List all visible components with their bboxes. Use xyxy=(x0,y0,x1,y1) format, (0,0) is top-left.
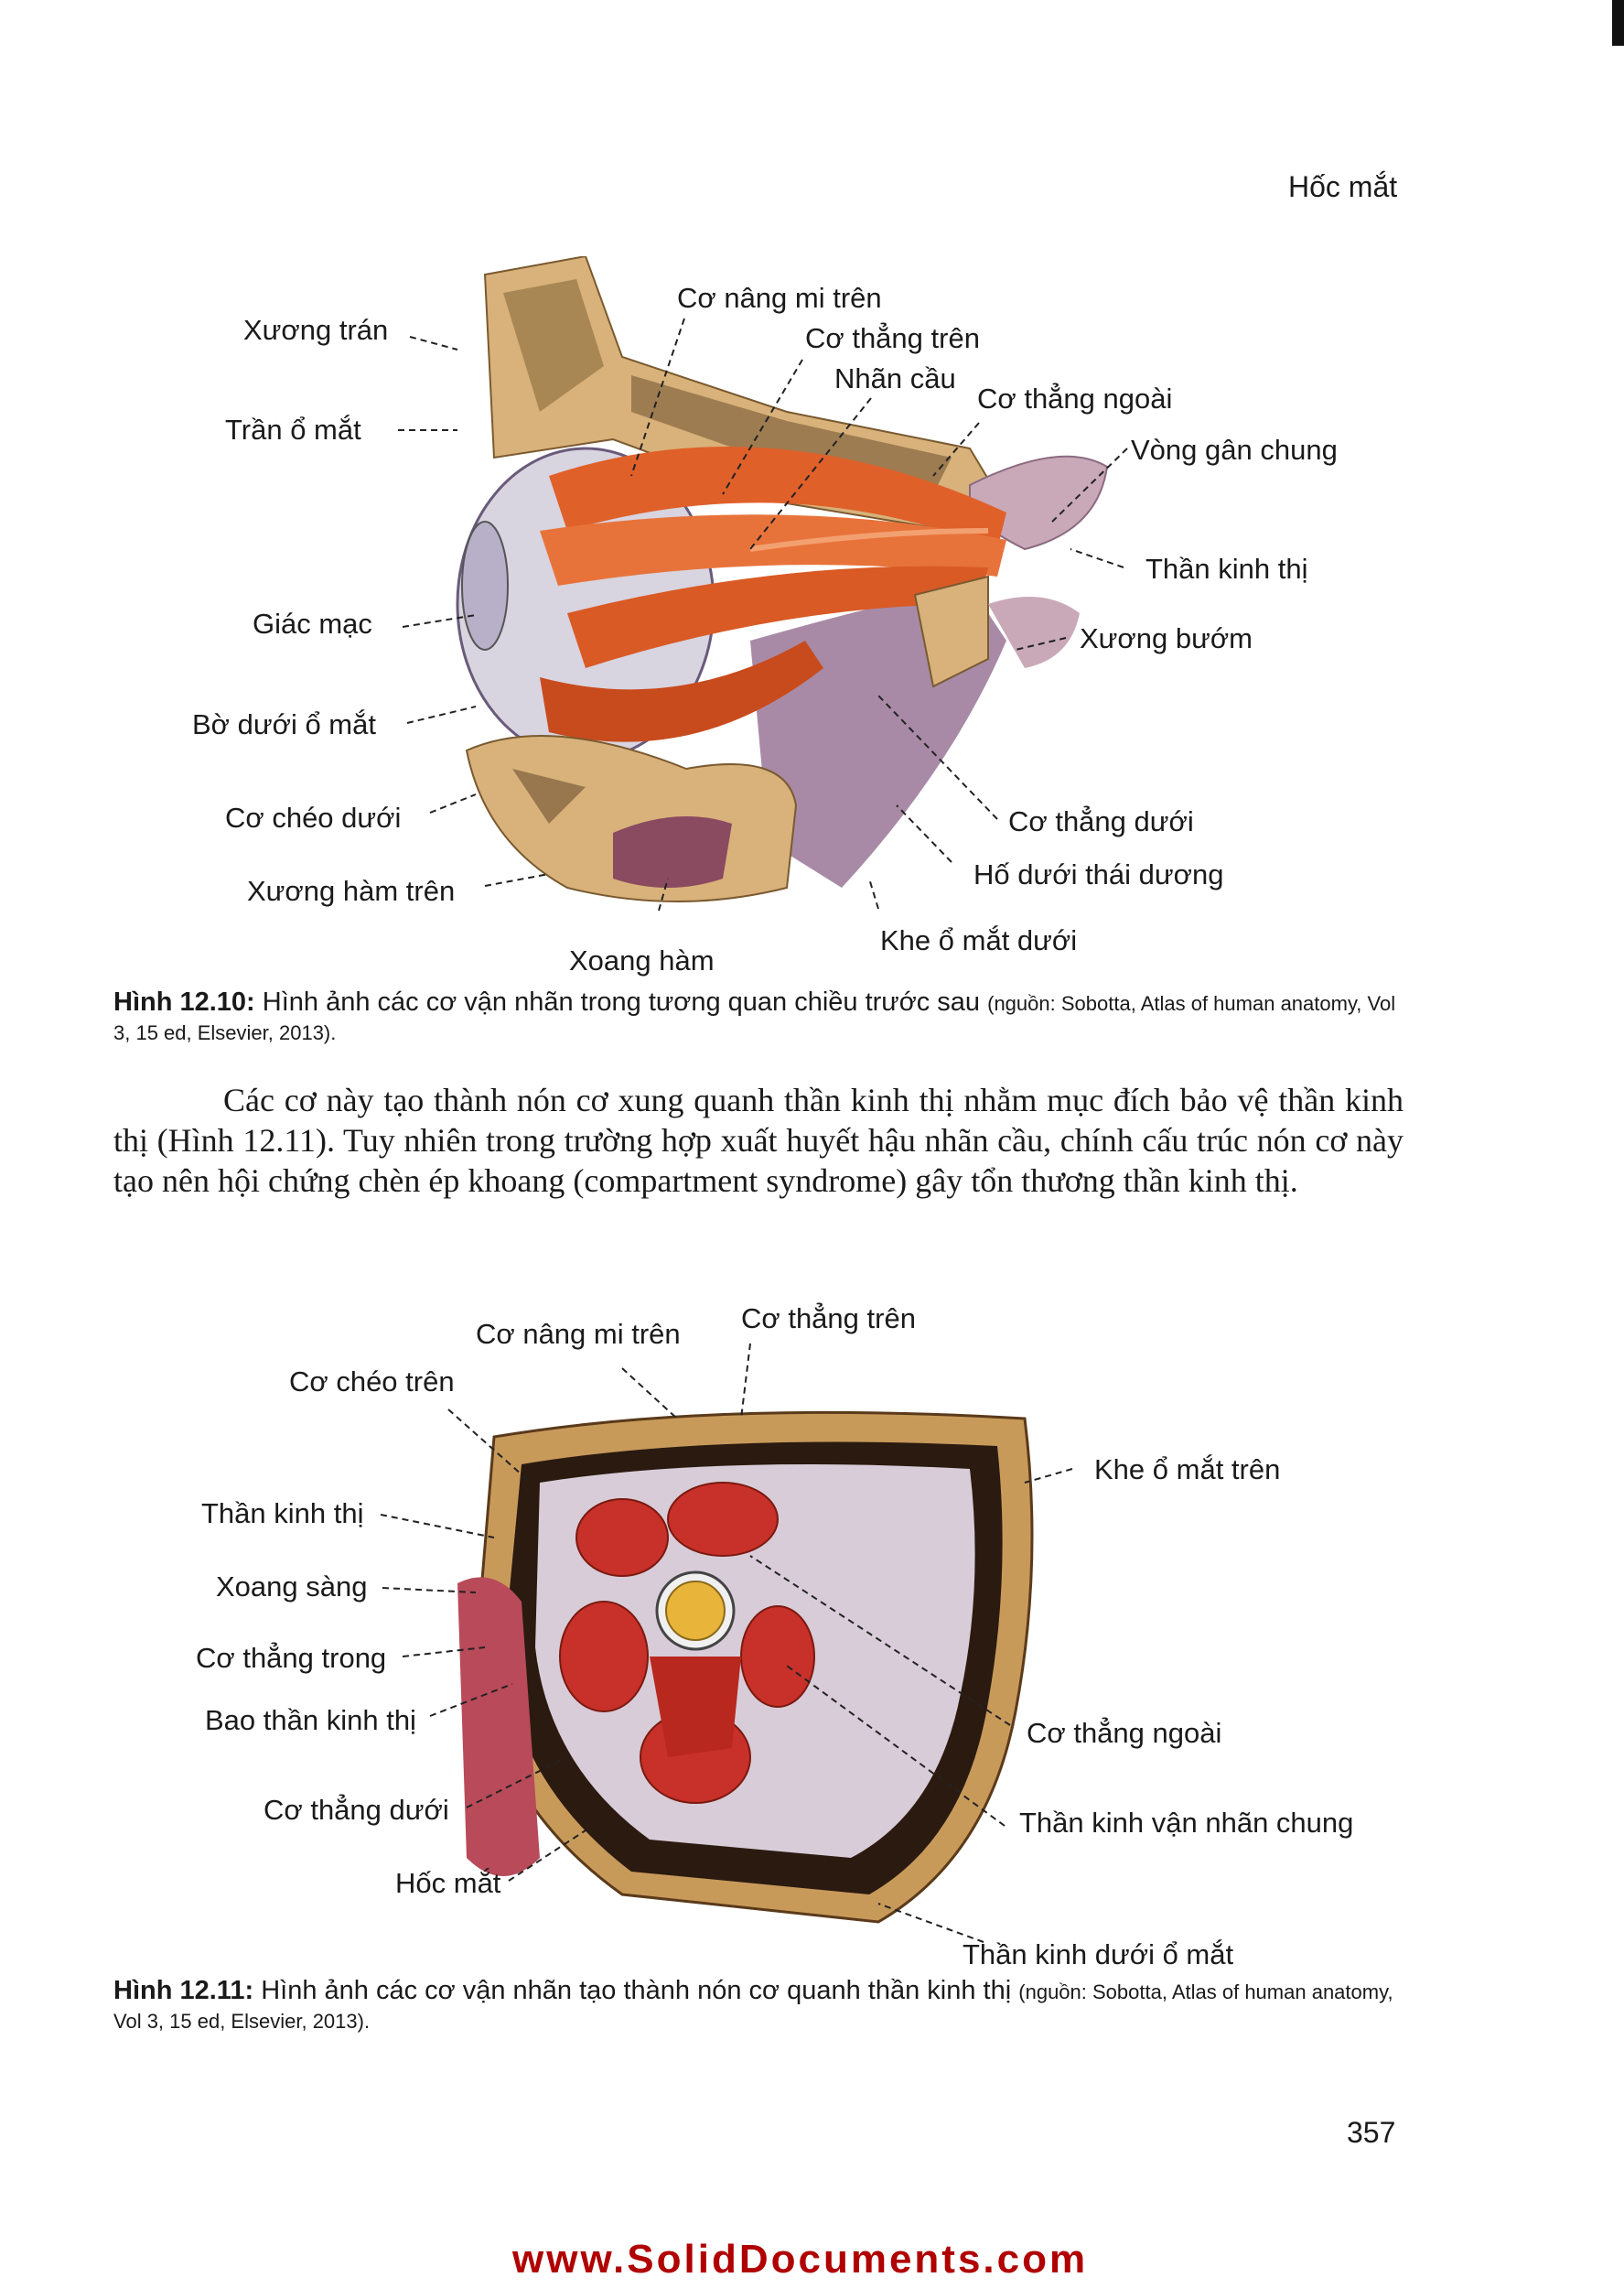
figure-12-10-leaders xyxy=(0,0,1624,1007)
label-co-cheo-duoi: Cơ chéo dưới xyxy=(225,802,402,834)
caption-figure-12-10-source: (nguồn: Sobotta, Atlas of human anatomy, Vol 3, 15 ed, Elsevier, 2013). xyxy=(113,992,1396,1044)
label-xoang-ham: Xoang hàm xyxy=(569,944,715,977)
label-fig2-hoc-mat: Hốc mắt xyxy=(395,1867,501,1899)
label-than-kinh-thi: Thần kinh thị xyxy=(1145,553,1308,585)
caption-figure-12-11 xyxy=(113,1977,1413,2035)
caption-figure-12-11-label: Hình 12.11: xyxy=(113,1976,254,2005)
page-number: 357 xyxy=(1347,2116,1396,2149)
label-ho-duoi-thai-duong: Hố dưới thái dương xyxy=(973,858,1224,890)
label-fig2-than-kinh-thi: Thần kinh thị xyxy=(201,1497,364,1529)
label-xuong-tran: Xương trán xyxy=(243,314,389,346)
label-bo-duoi-o-mat: Bờ dưới ổ mắt xyxy=(192,708,376,740)
label-fig2-xoang-sang: Xoang sàng xyxy=(216,1570,368,1603)
label-fig2-co-thang-ngoai: Cơ thẳng ngoài xyxy=(1027,1717,1222,1749)
label-co-thang-duoi: Cơ thẳng dưới xyxy=(1008,805,1194,837)
running-header: Hốc mắt xyxy=(1288,170,1398,203)
label-co-nang-mi-tren: Cơ nâng mi trên xyxy=(677,282,882,314)
label-fig2-co-thang-duoi: Cơ thẳng dưới xyxy=(263,1794,449,1826)
label-fig2-than-kinh-van-nhan-chung: Thần kinh vận nhãn chung xyxy=(1019,1807,1354,1839)
caption-figure-12-10 xyxy=(113,988,1413,1047)
footer-watermark: www.SolidDocuments.com xyxy=(512,2237,1089,2282)
label-giac-mac: Giác mạc xyxy=(253,608,372,640)
label-xuong-buom: Xương bướm xyxy=(1080,622,1253,654)
body-paragraph: Các cơ này tạo thành nón cơ xung quanh thần kinh thị nhằm mục đích bảo vệ thần kinh thị (Hình 12.11). Tuy nhiên trong trường hợp xuất huyết hậu nhãn cầu, chính cấu trúc nón cơ này tạo nên hội chứng chèn ép khoang (compartment syndrome) gây tổn thương thần kinh thị. xyxy=(113,1082,1404,1199)
caption-figure-12-10-label: Hình 12.10: xyxy=(113,988,255,1017)
label-fig2-khe-o-mat-tren: Khe ổ mắt trên xyxy=(1094,1453,1281,1485)
label-fig2-bao-than-kinh-thi: Bao thần kinh thị xyxy=(205,1704,416,1736)
label-khe-o-mat-duoi: Khe ổ mắt dưới xyxy=(880,924,1078,956)
label-fig2-than-kinh-duoi-o-mat: Thần kinh dưới ổ mắt xyxy=(963,1938,1234,1970)
label-co-thang-tren: Cơ thẳng trên xyxy=(805,322,980,354)
label-co-thang-ngoai: Cơ thẳng ngoài xyxy=(977,383,1173,415)
caption-figure-12-11-source: (nguồn: Sobotta, Atlas of human anatomy, Vol 3, 15 ed, Elsevier, 2013). xyxy=(113,1980,1393,2033)
caption-figure-12-11-text: Hình ảnh các cơ vận nhãn tạo thành nón cơ quanh thần kinh thị xyxy=(261,1976,1012,2005)
label-tran-o-mat: Trần ổ mắt xyxy=(225,414,361,446)
label-fig2-co-thang-tren: Cơ thẳng trên xyxy=(741,1302,916,1334)
caption-figure-12-10-text: Hình ảnh các cơ vận nhãn trong tương quan chiều trước sau xyxy=(262,988,981,1017)
label-fig2-co-nang-mi-tren: Cơ nâng mi trên xyxy=(476,1318,681,1350)
label-fig2-co-thang-trong: Cơ thẳng trong xyxy=(196,1642,387,1674)
label-xuong-ham-tren: Xương hàm trên xyxy=(247,875,456,907)
label-fig2-co-cheo-tren: Cơ chéo trên xyxy=(289,1365,455,1398)
label-nhan-cau: Nhãn cầu xyxy=(834,362,956,394)
label-vong-gan-chung: Vòng gân chung xyxy=(1131,434,1338,466)
